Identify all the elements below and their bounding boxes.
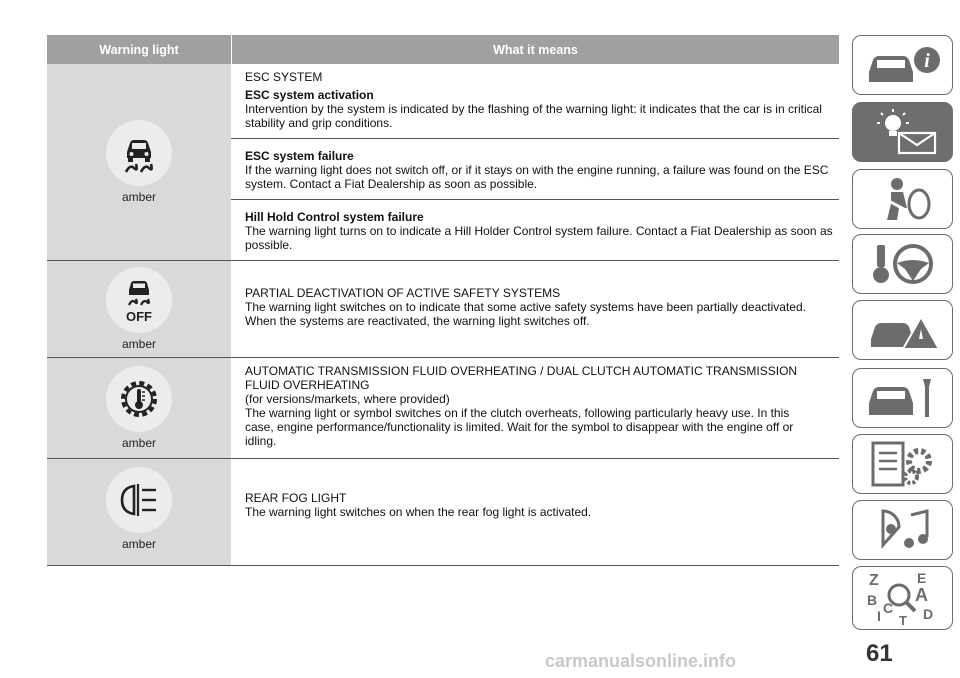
- row-text: The warning light or symbol switches on if the clutch overheats, following particularly heavy use. In this case, engine performance/functionality is limited. Wait for the symbol to disappear with the engine off or idling.: [245, 406, 794, 448]
- svg-text:Z: Z: [868, 572, 879, 589]
- tab-starting-driving[interactable]: [852, 234, 953, 294]
- svg-text:E: E: [916, 570, 926, 586]
- section-heading: ESC system activation: [245, 88, 374, 102]
- partial-deactivation-section: [231, 261, 839, 349]
- esc-off-icon: [106, 267, 172, 333]
- esc-skid-icon: [106, 120, 172, 186]
- section-text: Intervention by the system is indicated by the flashing of the warning light: it indicates that the car is in critical stability and grip conditions.: [245, 102, 822, 130]
- table-header: [47, 35, 839, 64]
- tab-index[interactable]: [852, 566, 953, 630]
- warning-light-cell: [47, 261, 231, 357]
- svg-text:T: T: [898, 613, 907, 627]
- technical-data-icon: [863, 439, 943, 489]
- safety-airbag-icon: [863, 174, 943, 224]
- emergency-icon: [863, 305, 943, 355]
- esc-failure-section: [231, 138, 839, 199]
- section-text: The warning light turns on to indicate a Hill Holder Control system failure. Contact a Fiat Dealership as soon as possible.: [245, 224, 833, 252]
- tab-emergency[interactable]: [852, 300, 953, 360]
- table-row: [47, 459, 839, 566]
- header-warning-light: Warning light: [47, 35, 232, 64]
- rear-fog-light-icon: [106, 467, 172, 533]
- svg-text:D: D: [922, 606, 933, 622]
- section-heading: ESC system failure: [245, 149, 354, 163]
- row-subtitle: (for versions/markets, where provided): [245, 392, 450, 406]
- color-label: amber: [121, 537, 156, 551]
- table-row: [47, 64, 839, 261]
- color-label: amber: [121, 337, 156, 351]
- color-label: amber: [121, 436, 156, 450]
- tab-technical-data[interactable]: [852, 434, 953, 494]
- row-text: The warning light switches on to indicate that some active safety systems have been partially deactivated. When the systems are reactivated, the warning light switches off.: [245, 300, 806, 328]
- header-what-it-means: What it means: [493, 42, 578, 57]
- esc-activation-section: [231, 64, 839, 138]
- warning-lights-table: [47, 35, 839, 566]
- section-heading: Hill Hold Control system failure: [245, 210, 424, 224]
- svg-text:C: C: [882, 600, 893, 616]
- warning-lights-icon: [863, 107, 943, 157]
- meaning-cell: [231, 358, 839, 458]
- transmission-temp-icon: [106, 366, 172, 432]
- multimedia-icon: [863, 505, 943, 555]
- tab-multimedia[interactable]: [852, 500, 953, 560]
- svg-text:A: A: [914, 585, 928, 605]
- row-title: PARTIAL DEACTIVATION OF ACTIVE SAFETY SYSTEMS: [245, 286, 561, 300]
- meaning-cell: [231, 261, 839, 357]
- rear-fog-section: [231, 459, 839, 527]
- section-text: If the warning light does not switch off, or if it stays on with the engine running, a failure was found on the ESC system. Contact a Fiat Dealership as soon as possible.: [245, 163, 829, 191]
- warning-light-cell: [47, 358, 231, 458]
- transmission-section: [231, 358, 839, 456]
- svg-text:B: B: [866, 592, 877, 608]
- row-title: ESC SYSTEM: [245, 70, 323, 84]
- svg-text:I: I: [876, 608, 881, 624]
- tab-safety[interactable]: [852, 169, 953, 229]
- starting-driving-icon: [863, 239, 943, 289]
- meaning-cell: [231, 459, 839, 565]
- tab-warning-lights[interactable]: [852, 102, 953, 162]
- row-title: AUTOMATIC TRANSMISSION FLUID OVERHEATING / DUAL CLUTCH AUTOMATIC TRANSMISSION FLUID OVERHEATING: [245, 364, 798, 392]
- index-icon: [863, 569, 943, 627]
- off-label: OFF: [126, 309, 152, 324]
- svg-text:i: i: [923, 50, 930, 72]
- color-label: amber: [121, 190, 156, 204]
- tab-car-info[interactable]: [852, 35, 953, 95]
- car-info-icon: [863, 42, 943, 88]
- table-row: [47, 358, 839, 459]
- watermark: carmanualsonline.info: [545, 651, 737, 671]
- meaning-cell: [231, 64, 839, 260]
- row-title: REAR FOG LIGHT: [245, 491, 347, 505]
- table-row: [47, 261, 839, 358]
- maintenance-icon: [863, 373, 943, 423]
- hill-hold-section: [231, 199, 839, 260]
- tab-maintenance[interactable]: [852, 368, 953, 428]
- warning-light-cell: [47, 64, 231, 260]
- warning-light-cell: [47, 459, 231, 565]
- row-text: The warning light switches on when the rear fog light is activated.: [245, 505, 592, 519]
- page-number: 61: [866, 640, 893, 667]
